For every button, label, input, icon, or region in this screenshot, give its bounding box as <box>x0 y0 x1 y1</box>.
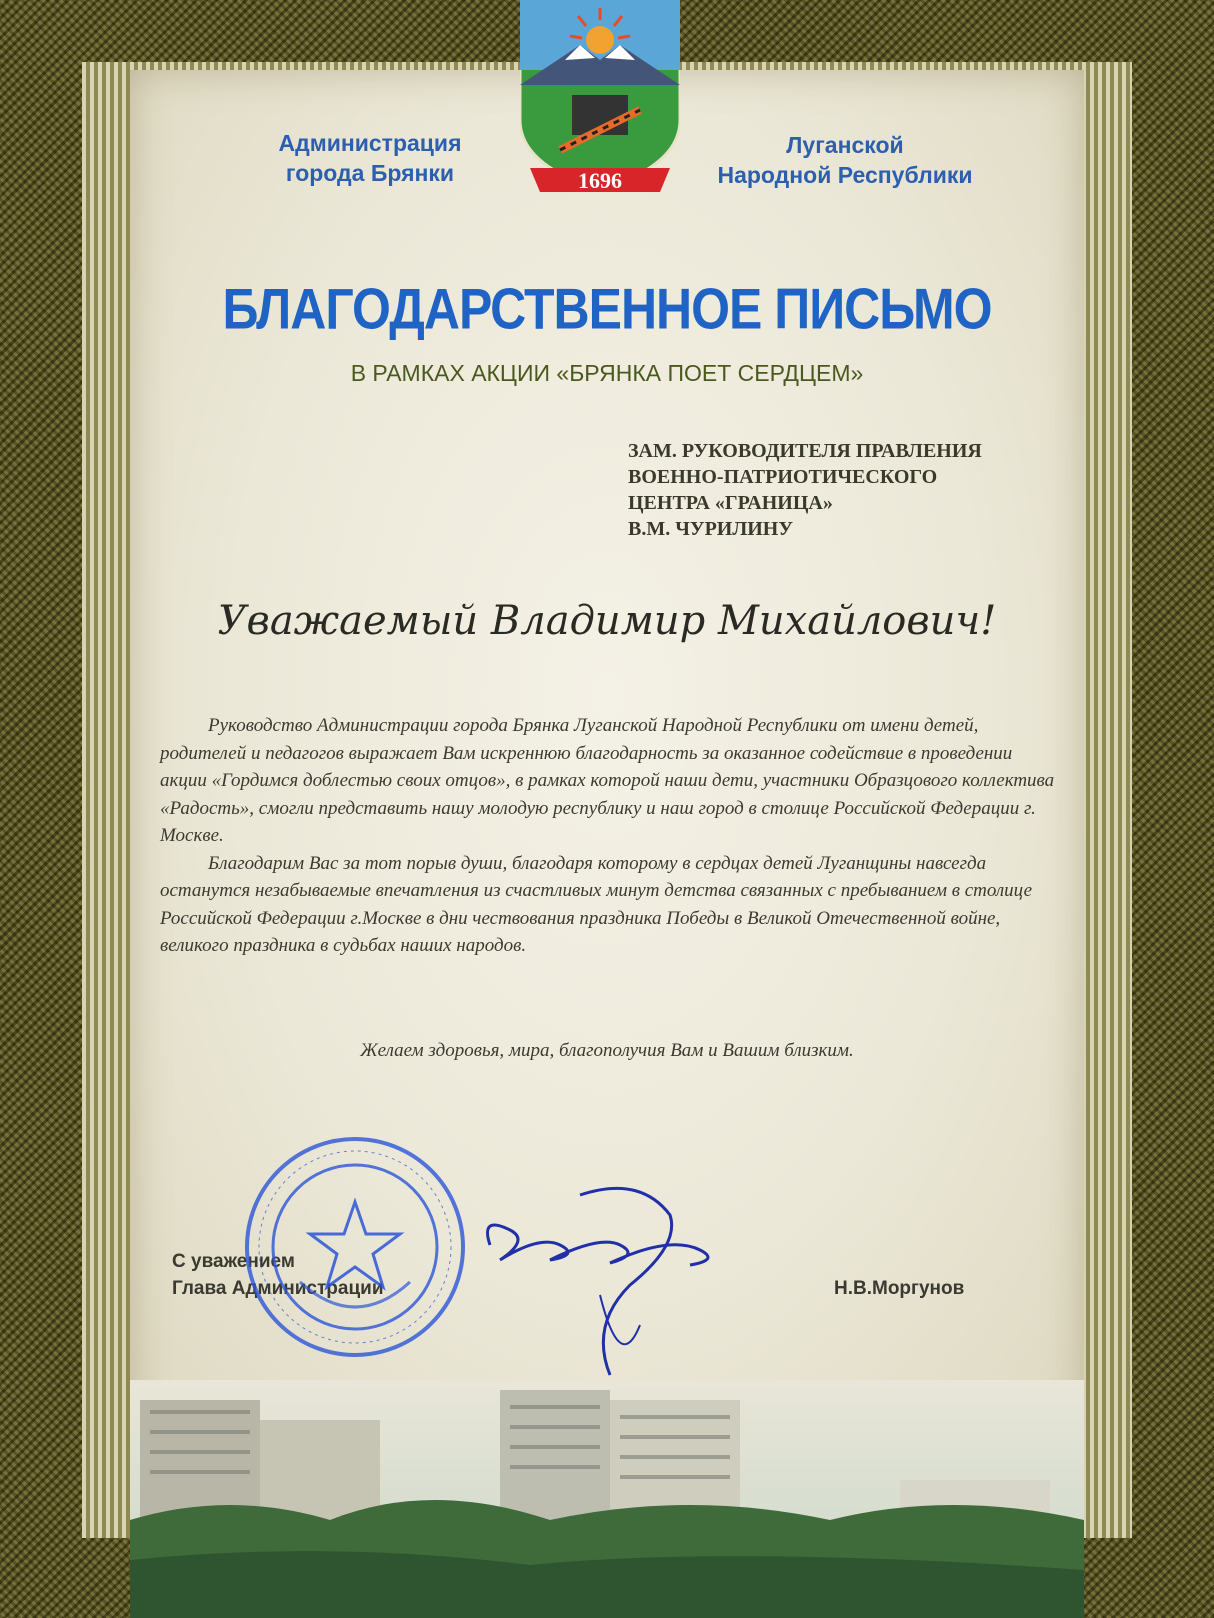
header-right-line1: Луганской <box>786 132 904 158</box>
coat-year: 1696 <box>578 168 622 193</box>
city-panorama-photo <box>130 1380 1084 1618</box>
letter-body <box>160 712 1060 960</box>
signature-label-line1: С уважением <box>172 1251 295 1272</box>
header-left-line1: Администрация <box>278 130 462 156</box>
document-subtitle: В РАМКАХ АКЦИИ «БРЯНКА ПОЕТ СЕРДЦЕМ» <box>350 360 864 386</box>
handwritten-signature <box>470 1175 770 1385</box>
recipient-line4: В.М. ЧУРИЛИНУ <box>628 518 794 540</box>
city-coat-of-arms <box>520 0 680 200</box>
recipient-line1: ЗАМ. РУКОВОДИТЕЛЯ ПРАВЛЕНИЯ <box>628 440 982 462</box>
body-paragraph-1: Руководство Администрации города Брянка Луганской Народной Республики от имени детей, родителей и педагогов выражает Вам искреннюю благодарность за оказанное содействие в проведении акции «Гордимся доблестью своих отцов», в рамках которой наши дети, участники Образцового коллектива «Радость», смогли представить нашу молодую республику и наш город в столице Российской Федерации г. Москве. <box>160 715 1055 846</box>
header-left-line2: города Брянки <box>285 160 455 186</box>
greeting: Уважаемый Владимир Михайлович! <box>217 598 997 644</box>
recipient-line3: ЦЕНТРА «ГРАНИЦА» <box>628 492 833 514</box>
header-left <box>250 128 490 188</box>
official-stamp <box>240 1132 470 1362</box>
document-title: БЛАГОДАРСТВЕННОЕ ПИСЬМО <box>222 276 992 342</box>
signatory-name: Н.В.Моргунов <box>834 1278 965 1299</box>
body-paragraph-2: Благодарим Вас за тот порыв души, благодаря которому в сердцах детей Луганщины навсегда останутся незабываемые впечатления из счастливых минут детства связанных с пребыванием в столице Российской Федерации г.Москве в дни чествования праздника Победы в Великой Отечественной войне, великого праздника в судьбах наших народов. <box>160 852 1033 956</box>
recipient-block <box>628 438 1078 542</box>
recipient-line2: ВОЕННО-ПАТРИОТИЧЕСКОГО <box>628 466 938 488</box>
signature-label-line2: Глава Администрации <box>172 1278 384 1299</box>
closing-wish: Желаем здоровья, мира, благополучия Вам и Вашим близким. <box>360 1040 854 1061</box>
header-right <box>680 130 1010 190</box>
header-right-line2: Народной Республики <box>717 162 973 188</box>
